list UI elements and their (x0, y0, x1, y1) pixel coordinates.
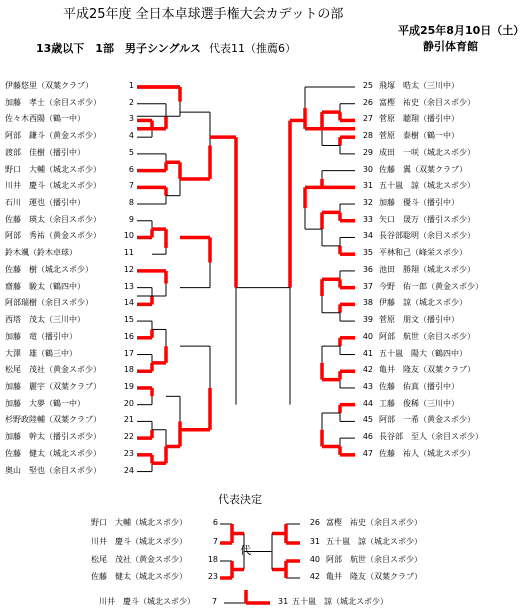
left-player-name: 阿部瑞樹（余目スポ少） (5, 298, 93, 308)
right-player-name: 伊藤 諒（城北スポ少） (379, 298, 467, 308)
left-player-name: 奥山 堅也（余目スポ少） (5, 465, 101, 475)
left-player-seed: 3 (128, 114, 134, 124)
right-player-seed: 28 (362, 131, 373, 141)
left-player-seed: 23 (123, 448, 134, 458)
left-player-seed: 18 (123, 365, 134, 375)
left-player-seed: 10 (123, 231, 134, 241)
right-player-name: 池田 勝翔（城北スポ少） (379, 264, 475, 274)
left-player-seed: 16 (123, 331, 134, 341)
right-player-name: 佐藤 翼（双葉クラブ） (379, 164, 468, 174)
playoff-right-name: 富樫 祐史（余目スポ少） (326, 518, 422, 527)
right-player-name: 成田 一咲（城北スポ少） (379, 147, 475, 157)
left-player-name: 石川 運也（播引中） (5, 198, 85, 208)
right-player-seed: 34 (362, 231, 373, 241)
left-player-seed: 15 (123, 315, 134, 325)
right-player-name: 五十嵐 諒（城北スポ少） (379, 181, 475, 191)
left-player-name: 加藤 竜（播引中） (5, 331, 77, 341)
left-player-name: 川井 慶斗（城北スポ少） (5, 181, 101, 191)
left-player-seed: 9 (128, 214, 134, 224)
right-player-name: 今野 佑一郎（黄金スポ少） (379, 281, 483, 291)
left-player-name: 伊藤悠里（双葉クラブ） (5, 81, 94, 90)
playoff-right-seed: 31 (309, 537, 320, 546)
right-player-seed: 29 (362, 147, 373, 157)
left-player-seed: 2 (128, 97, 134, 107)
playoff-left-seed: 18 (207, 555, 218, 564)
left-player-seed: 8 (128, 198, 134, 208)
left-player-seed: 22 (123, 432, 134, 442)
left-player-seed: 24 (123, 465, 134, 475)
final-right-seed: 31 (278, 597, 289, 606)
playoff-left-name: 松尾 茂社（黄金スポ少） (91, 555, 187, 564)
left-player-seed: 5 (128, 147, 134, 157)
final-right-name: 五十嵐 諒（城北スポ少） (292, 597, 388, 606)
left-player-name: 杉野政陸輔（双葉クラブ） (5, 415, 102, 425)
right-player-seed: 47 (362, 448, 373, 458)
playoff-left-seed: 7 (212, 537, 218, 546)
event-quota: 代表11（推薦6） (209, 42, 296, 55)
playoff-right-name: 阿部 航世（余目スポ少） (326, 555, 422, 564)
right-player-name: 五十嵐 陽大（鶴四中） (379, 348, 467, 358)
left-player-seed: 13 (123, 281, 134, 291)
right-player-name: 長谷部聡明（余目スポ少） (379, 231, 475, 241)
right-player-name: 阿部 一希（黄金スポ少） (379, 415, 475, 425)
final-left-seed: 7 (212, 597, 218, 606)
event-date: 平成25年8月10日（土） (398, 24, 525, 37)
right-player-seed: 40 (362, 331, 373, 341)
playoff-left-name: 野口 大輔（城北スポ少） (91, 518, 187, 527)
right-player-name: 工藤 俊稀（三川中） (379, 398, 459, 408)
right-player-seed: 41 (362, 348, 373, 358)
right-player-seed: 45 (362, 415, 373, 425)
playoff-right-seed: 26 (309, 518, 320, 527)
playoff-mark: 代 (240, 544, 251, 557)
right-player-seed: 26 (362, 97, 373, 107)
right-player-name: 菅原 朋文（播引中） (379, 315, 459, 325)
left-player-name: 西塔 茂太（三川中） (5, 315, 85, 325)
right-player-name: 飛塚 晧太（三川中） (379, 81, 459, 90)
left-player-seed: 6 (128, 164, 134, 174)
left-player-name: 加藤 大夢（鶴一中） (5, 398, 85, 408)
playoff-left-name: 川井 慶斗（城北スポ少） (91, 537, 187, 546)
right-player-name: 矢口 晟万（播引スポ少） (379, 214, 475, 224)
left-player-name: 阿部 鎌斗（黄金スポ少） (5, 131, 101, 141)
right-player-name: 佐藤 祐人（城北スポ少） (379, 448, 475, 458)
playoff-title: 代表決定 (218, 493, 262, 506)
playoff-left-seed: 6 (212, 518, 218, 527)
left-player-seed: 4 (128, 131, 134, 141)
left-player-name: 齋藤 駿太（鶴四中） (5, 281, 85, 291)
left-player-name: 野口 大輔（城北スポ少） (5, 164, 101, 174)
left-player-name: 阿部 秀祐（黄金スポ少） (5, 231, 101, 241)
left-player-seed: 19 (123, 381, 134, 391)
left-player-seed: 14 (123, 298, 134, 308)
right-player-seed: 37 (362, 281, 373, 291)
playoff-right-name: 亀井 隆友（双葉クラブ） (326, 572, 423, 581)
left-player-name: 鈴木颯（鈴木卓球） (5, 248, 77, 258)
left-player-seed: 7 (128, 181, 134, 191)
right-player-name: 加藤 優斗（播引中） (379, 198, 459, 208)
right-player-name: 亀井 隆友（双葉クラブ） (379, 365, 476, 375)
right-player-name: 佐藤 佑真（播引中） (379, 381, 459, 391)
left-player-seed: 1 (128, 81, 134, 90)
right-player-seed: 32 (362, 198, 373, 208)
left-player-name: 大澤 雄（鶴三中） (5, 348, 77, 358)
left-player-name: 加藤 幹太（播引スポ少） (5, 432, 101, 442)
event-category: 13歳以下 1部 男子シングルス (36, 42, 201, 55)
page-title: 平成25年度 全日本卓球選手権大会カデットの部 (63, 7, 344, 22)
left-player-name: 加藤 孝士（余目スポ少） (5, 97, 101, 107)
playoff-left-name: 佐藤 健太（城北スポ少） (91, 572, 187, 581)
right-player-seed: 25 (362, 81, 373, 90)
right-player-name: 富樫 祐史（余目スポ少） (379, 97, 475, 107)
right-player-seed: 31 (362, 181, 373, 191)
event-venue: 静引体育館 (423, 40, 478, 53)
left-player-name: 松尾 茂社（黄金スポ少） (5, 365, 101, 375)
right-player-name: 長谷部 至人（余目スポ少） (379, 432, 483, 442)
right-player-seed: 43 (362, 381, 373, 391)
right-player-seed: 44 (362, 398, 373, 408)
left-player-name: 佐々木西陽（鶴一中） (5, 114, 85, 124)
left-player-name: 佐藤 樹（城北スポ少） (5, 264, 93, 274)
final-left-name: 川井 慶斗（城北スポ少） (99, 597, 195, 606)
right-player-name: 菅原 泰樹（鶴一中） (379, 131, 459, 141)
left-player-name: 佐藤 瑛太（余目スポ少） (5, 214, 101, 224)
right-player-seed: 33 (362, 214, 373, 224)
left-player-name: 渡部 佳樹（播引中） (5, 147, 85, 157)
right-player-seed: 39 (362, 315, 373, 325)
right-player-name: 菅原 聴翔（播引中） (379, 114, 459, 124)
left-player-seed: 11 (123, 248, 134, 258)
left-player-seed: 17 (123, 348, 134, 358)
playoff-left-seed: 23 (207, 572, 218, 581)
right-player-seed: 36 (362, 264, 373, 274)
right-player-seed: 30 (362, 164, 373, 174)
left-player-name: 加藤 麗宇（双葉クラブ） (5, 381, 102, 391)
left-player-name: 佐藤 健太（城北スポ少） (5, 448, 101, 458)
left-player-seed: 20 (123, 398, 134, 408)
right-player-name: 平林和己（峰栄スポ少） (379, 248, 467, 258)
right-player-name: 阿部 航世（余目スポ少） (379, 331, 475, 341)
playoff-right-seed: 40 (309, 555, 320, 564)
left-player-seed: 21 (123, 415, 134, 425)
right-player-seed: 38 (362, 298, 373, 308)
right-player-seed: 46 (362, 432, 373, 442)
playoff-right-seed: 42 (309, 572, 320, 581)
right-player-seed: 35 (362, 248, 373, 258)
playoff-right-name: 五十嵐 諒（城北スポ少） (326, 537, 422, 546)
right-player-seed: 27 (362, 114, 373, 124)
right-player-seed: 42 (362, 365, 373, 375)
left-player-seed: 12 (123, 264, 134, 274)
